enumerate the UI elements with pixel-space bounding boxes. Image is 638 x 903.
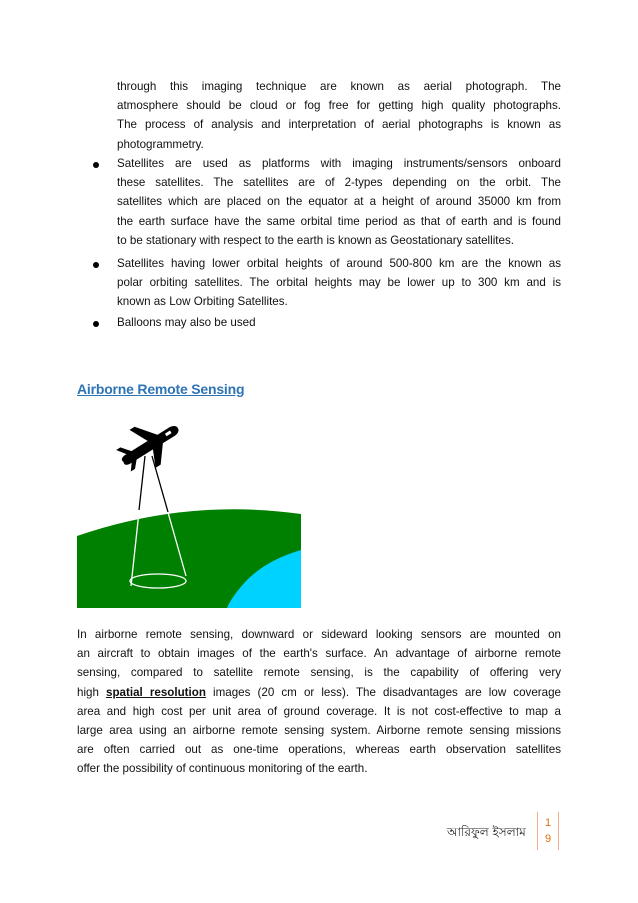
bullet-line: polar orbiting satellites. The orbital heights may be lower up to 300 km and is <box>117 276 561 290</box>
bullet-line: satellites which are placed on the equator at a height of around 35000 km from <box>117 195 561 209</box>
paragraph-line: through this imaging technique are known as aerial photograph. The <box>117 80 561 93</box>
bullet-line: Satellites having lower orbital heights of around 500-800 km are the known as <box>117 257 561 270</box>
paragraph-line: In airborne remote sensing, downward or sideward looking sensors are mounted on <box>77 628 561 641</box>
bullet-line: Satellites are used as platforms with imaging instruments/sensors onboard <box>117 157 561 170</box>
page-number-digit: 9 <box>544 833 552 845</box>
spatial-resolution-link[interactable]: spatial resolution <box>106 685 206 699</box>
paragraph-line: offer the possibility of continuous monitoring of the earth. <box>77 762 368 776</box>
paragraph-line: The process of analysis and interpretation of aerial photographs is known as <box>117 118 561 132</box>
bullet-item-geostationary <box>117 154 561 250</box>
paragraph-line: atmosphere should be cloud or fog free for getting high quality photographs. <box>117 99 561 113</box>
paragraph-line: photogrammetry. <box>117 137 204 151</box>
bullet-item-balloons <box>117 313 561 332</box>
bullet-line: the earth surface have the same orbital time period as that of earth and is found <box>117 214 561 228</box>
bullet-dot-icon <box>93 262 99 268</box>
bullet-dot-icon <box>93 162 99 168</box>
paragraph-text: images (20 cm or less). The disadvantages are low coverage <box>205 685 561 699</box>
bullet-line: known as Low Orbiting Satellites. <box>117 295 288 309</box>
paragraph-line: sensing, compared to satellite remote sensing, is the capability of offering very <box>77 666 561 680</box>
paragraph-line <box>77 683 561 702</box>
bullet-line: Balloons may also be used <box>117 316 256 329</box>
page-number-digit: 1 <box>544 817 552 829</box>
bullet-line: to be stationary with respect to the earth is known as Geostationary satellites. <box>117 233 514 247</box>
continued-paragraph <box>117 77 561 154</box>
bullet-item-polar-orbiting <box>117 254 561 312</box>
paragraph-line: area and high cost per unit area of ground coverage. It is not cost-effective to map a <box>77 704 561 718</box>
paragraph-text: high <box>77 685 107 699</box>
paragraph-line: an aircraft to obtain images of the earth's surface. An advantage of airborne remote <box>77 647 561 661</box>
section-heading: Airborne Remote Sensing <box>77 381 245 397</box>
paragraph-line: large area using an airborne remote sensing system. Airborne remote sensing missions <box>77 724 561 738</box>
bullet-line: these satellites. The satellites are of 2-types depending on the orbit. The <box>117 176 561 190</box>
paragraph-line: are often carried out as one-time operations, whereas earth observation satellites <box>77 743 561 757</box>
bullet-dot-icon <box>93 321 99 327</box>
page-number-box <box>537 812 559 850</box>
footer-author: আরিফুল ইসলাম <box>447 825 526 839</box>
airborne-description-paragraph <box>77 625 561 779</box>
airborne-sensing-illustration <box>77 410 301 608</box>
